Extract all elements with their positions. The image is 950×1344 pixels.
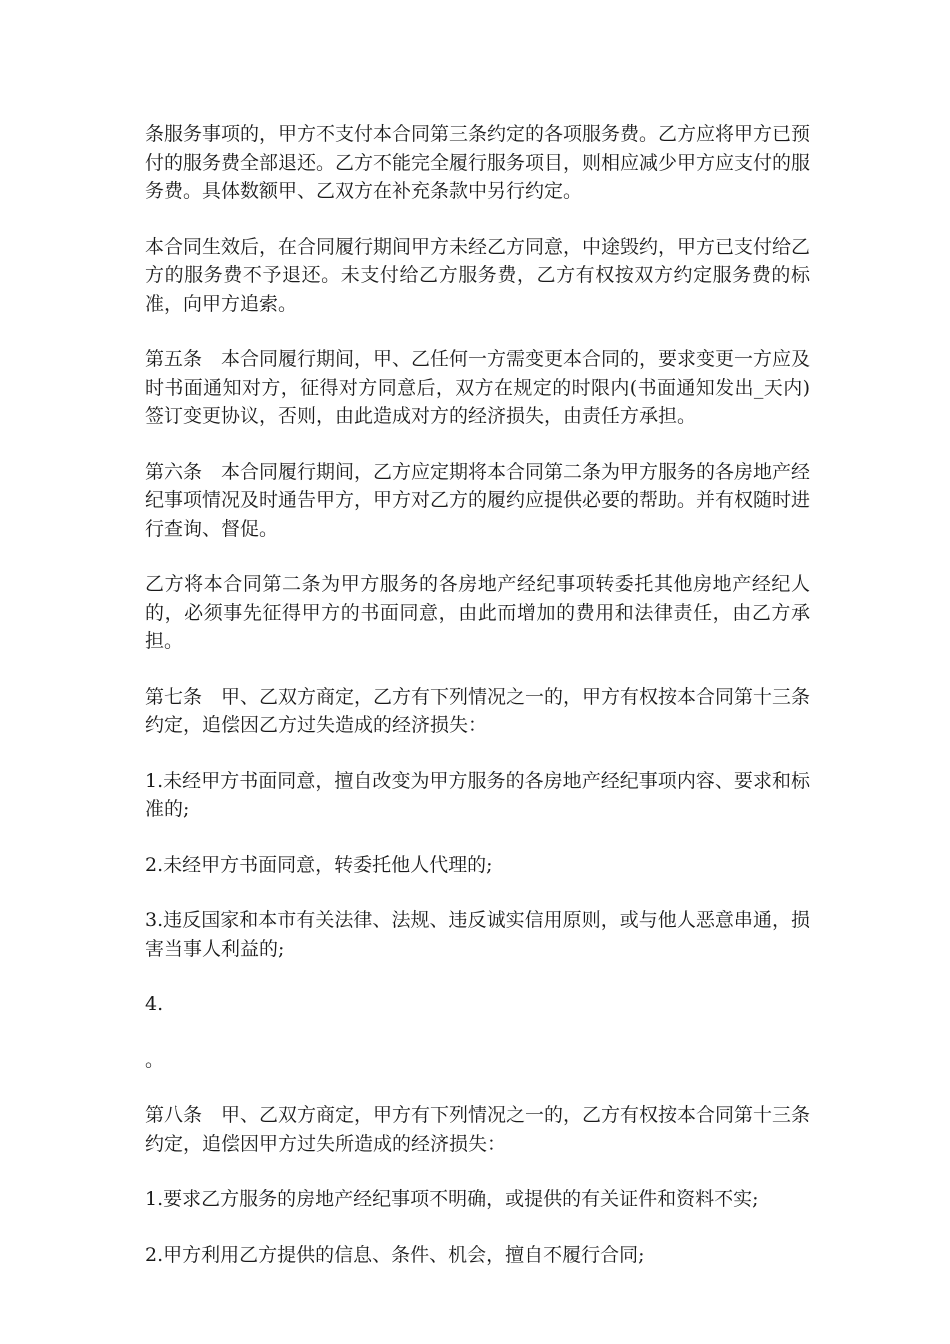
paragraph-article-7: 第七条 甲、乙双方商定，乙方有下列情况之一的，甲方有权按本合同第十三条约定，追偿因乙方过失造成的经济损失：	[145, 685, 811, 736]
list-item-7-3: 3.违反国家和本市有关法律、法规、违反诚实信用原则，或与他人恶意串通，损害当事人利益的;	[145, 909, 810, 960]
paragraph-article-5: 第五条 本合同履行期间，甲、乙任何一方需变更本合同的，要求变更一方应及时书面通知对方，征得对方同意后，双方在规定的时限内(书面通知发出_天内)签订变更协议，否则，由此造成对方的经济损失，由责任方承担。	[145, 348, 811, 427]
paragraph-article-6: 第六条 本合同履行期间，乙方应定期将本合同第二条为甲方服务的各房地产经纪事项情况及时通告甲方，甲方对乙方的履约应提供必要的帮助。并有权随时进行查询、督促。	[145, 460, 811, 540]
list-item-8-1: 1.要求乙方服务的房地产经纪事项不明确，或提供的有关证件和资料不实;	[145, 1188, 759, 1210]
paragraph-article-8: 第八条 甲、乙双方商定，甲方有下列情况之一的，乙方有权按本合同第十三条约定，追偿因甲方过失所造成的经济损失：	[145, 1104, 811, 1155]
paragraph-2: 本合同生效后，在合同履行期间甲方未经乙方同意，中途毁约，甲方已支付给乙方的服务费不予退还。未支付给乙方服务费，乙方有权按双方约定服务费的标准，向甲方追索。	[145, 235, 811, 315]
list-item-8-2: 2.甲方利用乙方提供的信息、条件、机会，擅自不履行合同;	[145, 1243, 645, 1266]
document-body	[145, 120, 810, 1296]
list-item-7-2: 2.未经甲方书面同意，转委托他人代理的;	[145, 853, 493, 876]
list-item-7-end: 。	[145, 1048, 165, 1071]
paragraph-1: 条服务事项的，甲方不支付本合同第三条约定的各项服务费。乙方应将甲方已预付的服务费全部退还。乙方不能完全履行服务项目，则相应减少甲方应支付的服务费。具体数额甲、乙双方在补充条款中另行约定。	[145, 123, 811, 202]
paragraph-subcontract: 乙方将本合同第二条为甲方服务的各房地产经纪事项转委托其他房地产经纪人的，必须事先征得甲方的书面同意，由此而增加的费用和法律责任，由乙方承担。	[145, 573, 810, 652]
list-item-7-1: 1.未经甲方书面同意，擅自改变为甲方服务的各房地产经纪事项内容、要求和标准的;	[145, 769, 810, 820]
list-item-7-4: 4.	[145, 993, 164, 1015]
